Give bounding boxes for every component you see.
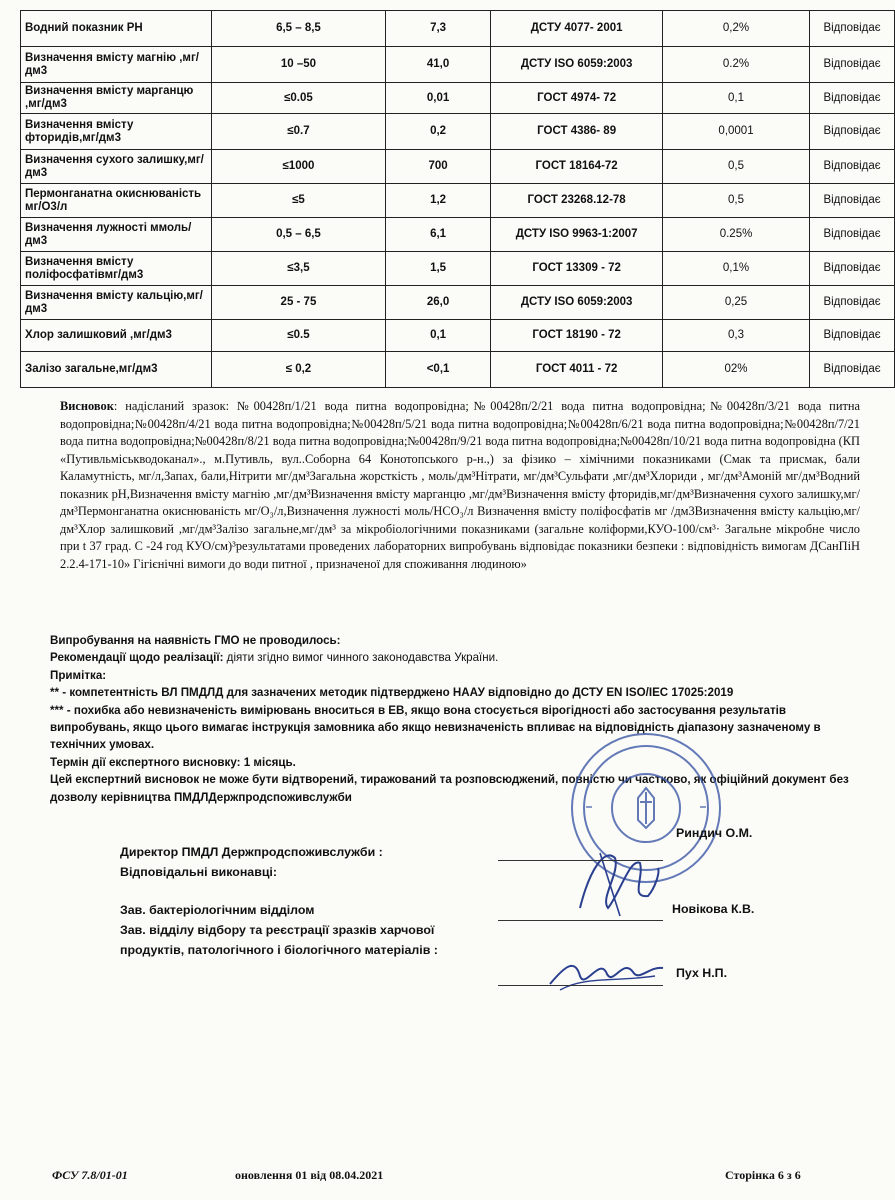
uncertainty-cell: 0,25 (662, 286, 809, 320)
conformity-cell: Відповідає (810, 47, 895, 83)
director-label: Директор ПМДЛ Держпродспоживслужби : (120, 845, 383, 859)
gmo-note: Випробування на наявність ГМО не проводилось: (50, 634, 341, 647)
method-cell: ГОСТ 18190 - 72 (491, 320, 663, 352)
conclusion-text: : надісланий зразок: №00428п/1/21 вода питна водопровідна;№00428п/2/21 вода питна водопровідна;№00428п/3/21 вода питна водопровідна;№00428п/4/21 вода питна водопровідна;№00428п/5/21 вода питна водопровідна;№00428п/6/21 вода питна водопровідна;№00428п/7/21 вода питна водопровідна;№00428п/8/21 вода питна водопровідна;№00428п/9/21 вода питна водопровідна;№00428п/10/21 вода питна водопровідна (КП «Путивльміськводоканал»., м.Путивль, вул..Соборна 64 Конотопського р-н.,) за фізико – хімічними показниками (Смак та присмак, бали Каламутність, мг/л,Запах, бали,Нітрити мг/дм³Загальна жорсткість , моль/дм³Нітрати, мг/дм³Сульфати ,мг/дм³Хлориди , мг/дм³Амоній мг/дм³Водний показник рН,Визначення вмісту магнію ,мг/дм³Визначення вмісту марганцю ,мг/дм³Визначення вмісту фторидів,мг/дм³Визначення сухого залишку,мг/дм³Пермонганатна окиснюваність мг/О₃/л,Визначення лужності моль/НСО₃/л Визначення вмісту поліфосфатів мг /дм3Визначення вмісту кальцію,мг/дм³Хлор залишковий ,мг/дм³Залізо загальне,мг/дм³ за мікробіологічними показниками (загальне коліформи,КУО-100/см³· Загальне мікробне число при t 37 град. С -24 год КУО/см)³результатами проведених лабораторних випробувань відповідає показники безпеки : відповідність вимогам ДСанПіН 2.2.4-171-10» Гігієнічні вимоги до води питної , призначеної для споживання людиною» (60, 399, 861, 571)
table-row (21, 184, 895, 218)
executors-label: Відповідальні виконавці: (120, 865, 278, 879)
uncertainty-cell: 0,5 (662, 184, 809, 218)
table-row (21, 150, 895, 184)
table-row (21, 320, 895, 352)
parameter-cell: Залізо загальне,мг/дм3 (21, 352, 212, 388)
uncertainty-cell: 0,1% (662, 252, 809, 286)
conformity-cell: Відповідає (810, 286, 895, 320)
norm-cell: ≤0.7 (212, 114, 386, 150)
results-table (20, 10, 895, 388)
parameter-cell: Визначення вмісту фторидів,мг/дм3 (21, 114, 212, 150)
norm-cell: ≤0.5 (212, 320, 386, 352)
parameter-cell: Водний показник РН (21, 11, 212, 47)
conformity-cell: Відповідає (810, 352, 895, 388)
result-cell: 1,2 (385, 184, 491, 218)
bacterio-sign-line (498, 920, 663, 921)
parameter-cell: Пермонганатна окиснюваність мг/О3/л (21, 184, 212, 218)
norm-cell: ≤5 (212, 184, 386, 218)
norm-cell: ≤3,5 (212, 252, 386, 286)
copyright-note: Цей експертний висновок не може бути відтворений, тиражований та розповсюджений, повністю чи частково, як офіційний документ без дозволу керівництва ПМДЛДержпродспоживслужби (50, 773, 849, 804)
page-number: Сторінка 6 з 6 (725, 1168, 801, 1182)
sampling-name: Пух Н.П. (676, 966, 728, 980)
parameter-cell: Визначення вмісту магнію ,мг/дм3 (21, 47, 212, 83)
uncertainty-cell: 0,5 (662, 150, 809, 184)
result-cell: 41,0 (385, 47, 491, 83)
remark-1: ** - компетентність ВЛ ПМДЛД для зазначених методик підтверджено НААУ відповідно до ДСТУ EN ISO/IEC 17025:2019 (50, 686, 734, 700)
director-signature (560, 838, 670, 924)
uncertainty-cell: 0,1 (662, 83, 809, 114)
conformity-cell: Відповідає (810, 83, 895, 114)
table-row (21, 114, 895, 150)
conformity-cell: Відповідає (810, 252, 895, 286)
uncertainty-cell: 0,3 (662, 320, 809, 352)
table-row (21, 218, 895, 252)
parameter-cell: Визначення вмісту марганцю ,мг/дм3 (21, 83, 212, 114)
method-cell: ДСТУ 4077- 2001 (491, 11, 663, 47)
bacterio-label: Зав. бактеріологічним відділом (120, 903, 315, 917)
parameter-cell: Визначення сухого залишку,мг/дм3 (21, 150, 212, 184)
norm-cell: 10 –50 (212, 47, 386, 83)
conclusion-label: Висновок (60, 399, 114, 413)
table-row (21, 252, 895, 286)
result-cell: <0,1 (385, 352, 491, 388)
sampling-signature (545, 946, 670, 996)
result-cell: 0,1 (385, 320, 491, 352)
sampling-sign-line (498, 985, 663, 986)
table-row (21, 11, 895, 47)
norm-cell: 0,5 – 6,5 (212, 218, 386, 252)
conformity-cell: Відповідає (810, 114, 895, 150)
method-cell: ДСТУ ISO 6059:2003 (491, 286, 663, 320)
notes-block (50, 632, 860, 806)
bacterio-name: Новікова К.В. (672, 902, 755, 916)
parameter-cell: Визначення лужності ммоль/дм3 (21, 218, 212, 252)
conformity-cell: Відповідає (810, 184, 895, 218)
remark-2: *** - похибка або невизначеність вимірювань вноситься в ЕВ, якщо вона стосується вірогідності або застосування результатів випробувань, якщо цього вимагає інструкція замовника або якщо невизначеність впливає на відповідність діапазону зазначеному в технічних умовах. (50, 703, 821, 752)
result-cell: 0,2 (385, 114, 491, 150)
norm-cell: 25 - 75 (212, 286, 386, 320)
remark-label: Примітка: (50, 668, 107, 682)
result-cell: 7,3 (385, 11, 491, 47)
table-row (21, 286, 895, 320)
result-cell: 6,1 (385, 218, 491, 252)
uncertainty-cell: 0.25% (662, 218, 809, 252)
parameter-cell: Визначення вмісту кальцію,мг/дм3 (21, 286, 212, 320)
validity-note: Термін дії експертного висновку: 1 місяць. (50, 755, 296, 769)
result-cell: 700 (385, 150, 491, 184)
method-cell: ГОСТ 13309 - 72 (491, 252, 663, 286)
parameter-cell: Визначення вмісту поліфосфатівмг/дм3 (21, 252, 212, 286)
method-cell: ДСТУ ISO 9963-1:2007 (491, 218, 663, 252)
update-info: оновлення 01 від 08.04.2021 (235, 1168, 384, 1182)
recommendation-label: Рекомендації щодо реалізації: (50, 651, 224, 665)
method-cell: ГОСТ 23268.12-78 (491, 184, 663, 218)
uncertainty-cell: 0.2% (662, 47, 809, 83)
director-sign-line (498, 860, 663, 861)
conclusion-block (60, 398, 860, 573)
conformity-cell: Відповідає (810, 11, 895, 47)
norm-cell: ≤ 0,2 (212, 352, 386, 388)
conformity-cell: Відповідає (810, 320, 895, 352)
recommendation-line (50, 649, 860, 666)
result-cell: 1,5 (385, 252, 491, 286)
method-cell: ДСТУ ISO 6059:2003 (491, 47, 663, 83)
uncertainty-cell: 0,2% (662, 11, 809, 47)
method-cell: ГОСТ 4974- 72 (491, 83, 663, 114)
norm-cell: ≤1000 (212, 150, 386, 184)
form-code: ФСУ 7.8/01-01 (52, 1168, 128, 1182)
sampling-label: Зав. відділу відбору та реєстрації зразків харчової продуктів, патологічного і біологічного матеріалів : (120, 923, 438, 957)
conformity-cell: Відповідає (810, 150, 895, 184)
norm-cell: ≤0.05 (212, 83, 386, 114)
uncertainty-cell: 0,0001 (662, 114, 809, 150)
director-name: Риндич О.М. (676, 826, 753, 840)
conclusion-paragraph (60, 398, 860, 573)
table-row (21, 47, 895, 83)
result-cell: 0,01 (385, 83, 491, 114)
parameter-cell: Хлор залишковий ,мг/дм3 (21, 320, 212, 352)
table-row (21, 352, 895, 388)
method-cell: ГОСТ 4386- 89 (491, 114, 663, 150)
conformity-cell: Відповідає (810, 218, 895, 252)
method-cell: ГОСТ 4011 - 72 (491, 352, 663, 388)
uncertainty-cell: 02% (662, 352, 809, 388)
recommendation-text: діяти згідно вимог чинного законодавства України. (223, 651, 499, 665)
method-cell: ГОСТ 18164-72 (491, 150, 663, 184)
norm-cell: 6,5 – 8,5 (212, 11, 386, 47)
result-cell: 26,0 (385, 286, 491, 320)
table-row (21, 83, 895, 114)
